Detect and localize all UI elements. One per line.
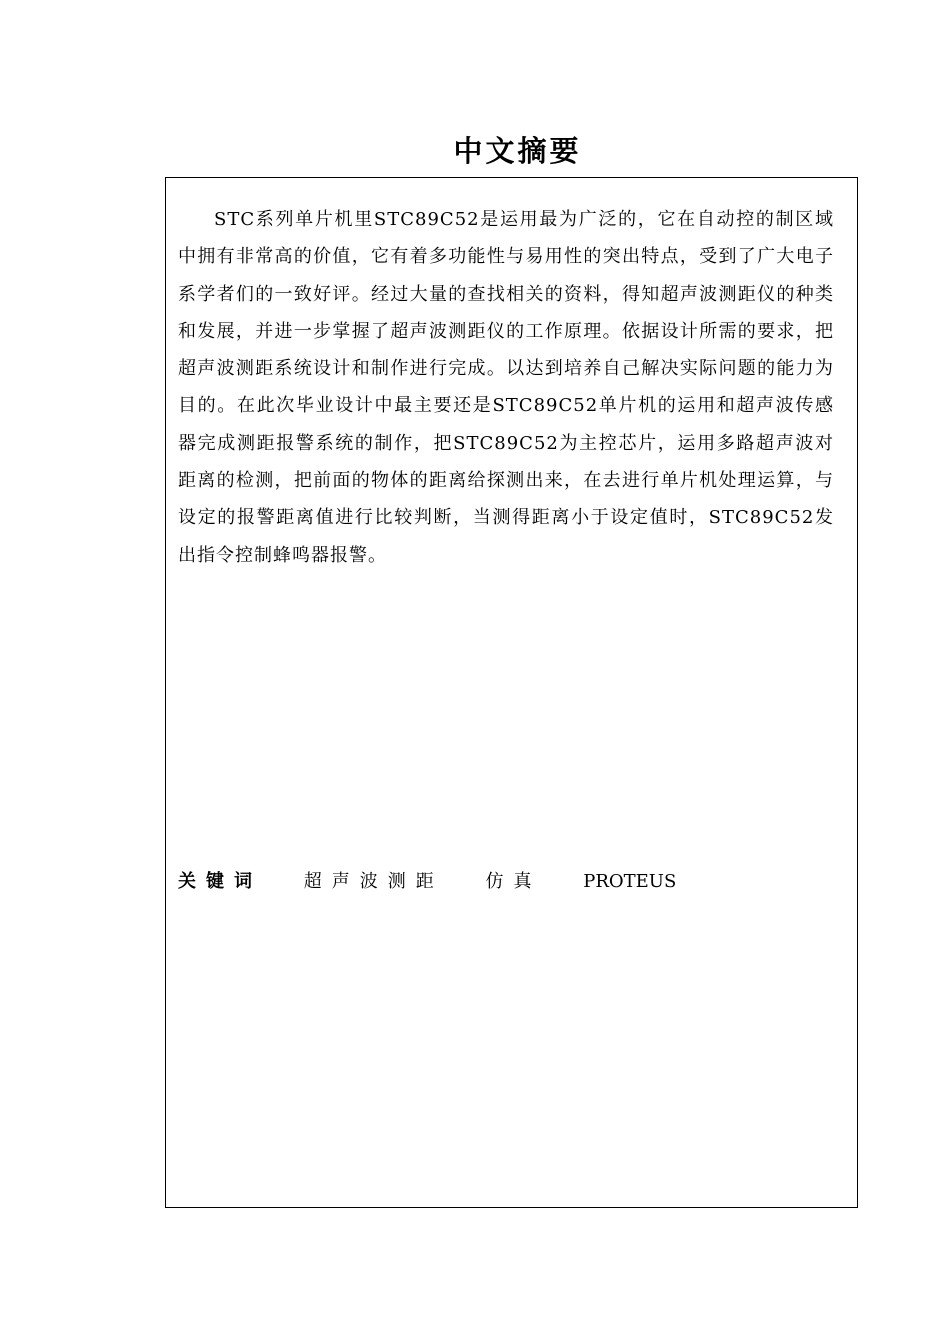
page-title: 中文摘要 xyxy=(453,134,582,168)
abstract-box xyxy=(165,177,858,1208)
keywords-row xyxy=(178,868,676,896)
abstract-body: STC系列单片机里STC89C52是运用最为广泛的，它在自动控的制区域中拥有非常高的价值，它有着多功能性与易用性的突出特点，受到了广大电子系学者们的一致好评。经过大量的查找相关的资料，得知超声波测距仪的种类和发展，并进一步掌握了超声波测距仪的工作原理。依据设计所需的要求，把超声波测距系统设计和制作进行完成。以达到培养自己解决实际问题的能力为目的。在此次毕业设计中最主要还是STC89C52单片机的运用和超声波传感器完成测距报警系统的制作，把STC89C52为主控芯片，运用多路超声波对距离的检测，把前面的物体的距离给探测出来，在去进行单片机处理运算，与设定的报警距离值进行比较判断，当测得距离小于设定值时，STC89C52发出指令控制蜂鸣器报警。 xyxy=(178,209,834,566)
keyword: 仿真 xyxy=(485,871,542,892)
keyword: PROTEUS xyxy=(583,871,677,892)
keywords-label: 关键词 xyxy=(178,871,262,892)
keyword: 超声波测距 xyxy=(303,871,444,892)
